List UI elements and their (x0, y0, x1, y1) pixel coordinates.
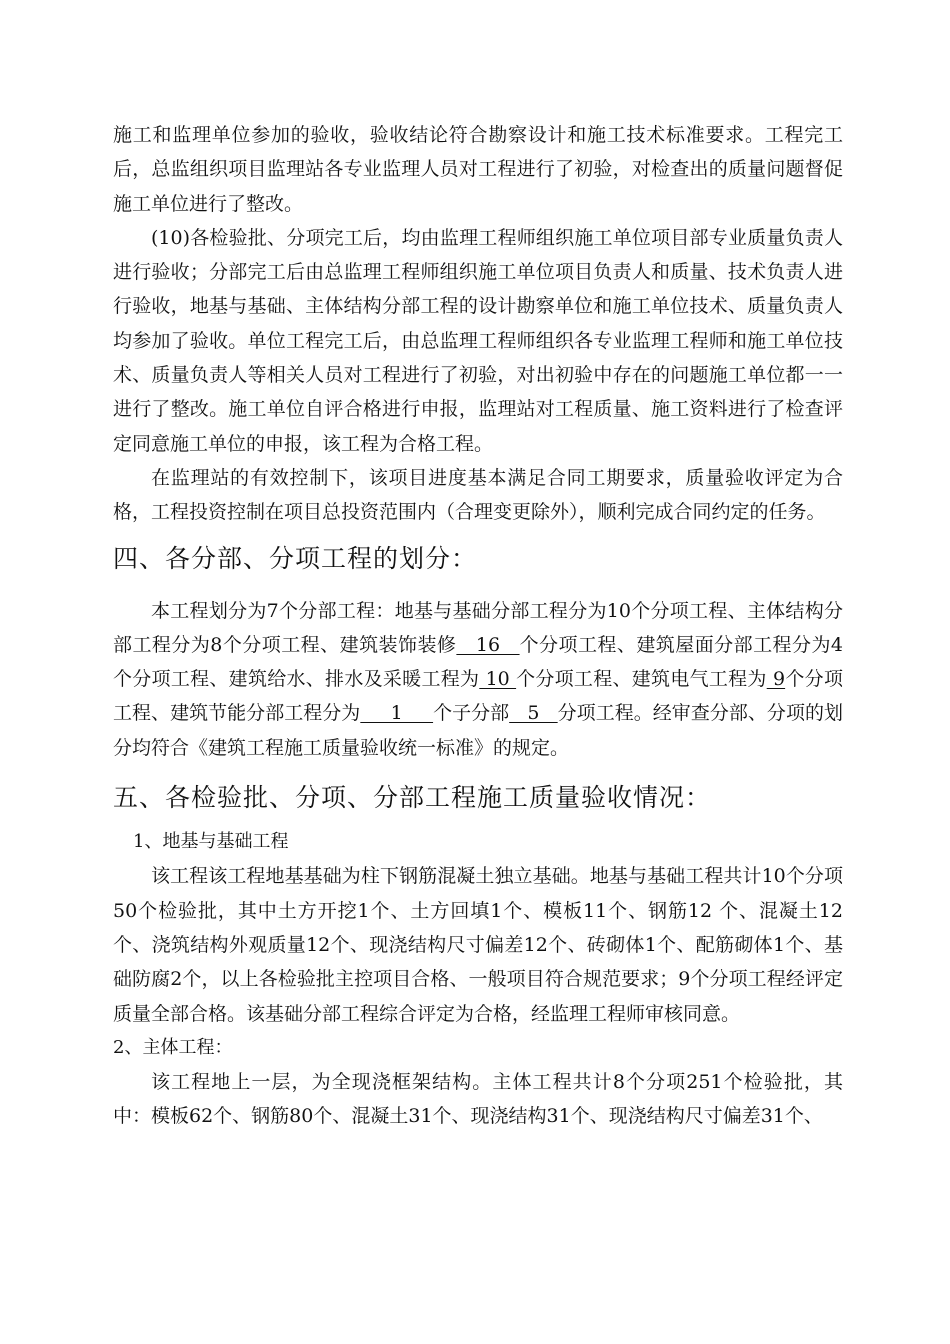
division-text-5: 个子分部 (433, 702, 510, 725)
division-text-6: 分项工程。经审查分部、分项的划分均符合《建筑工程施工质量验收统一标准》的规定。 (113, 702, 843, 759)
paragraph-item-10: (10)各检验批、分项完工后，均由监理工程师组织施工单位项目部专业质量负责人进行验收；分部完工后由总监理工程师组织施工单位项目负责人和质量、技术负责人进行验收，地基与基础、主体结构分部工程的设计勘察单位和施工单位技术、质量负责人均参加了验收。单位工程完工后，由总监理工程师组织各专业监理工程师和施工单位技术、质量负责人等相关人员对工程进行了初验，对出初验中存在的问题施工单位都一一进行了整改。施工单位自评合格进行申报，监理站对工程质量、施工资料进行了检查评定同意施工单位的申报，该工程为合格工程。 (113, 226, 843, 455)
paragraph-division (113, 594, 843, 765)
division-text-4: 个分项工程、建筑节能分部工程分为 (113, 668, 843, 725)
division-text-2: 个分项工程、建筑屋面分部工程分为4个分项工程、建筑给水、排水及采暖工程为 (113, 633, 844, 691)
subheading-main-structure: 2、主体工程： (113, 1036, 233, 1058)
division-value-energy-items: 5 (509, 702, 558, 725)
paragraph-summary: 在监理站的有效控制下，该项目进度基本满足合同工期要求，质量验收评定为合格，工程投资控制在项目总投资范围内（合理变更除外），顺利完成合同约定的任务。 (113, 466, 843, 524)
paragraph-continued: 施工和监理单位参加的验收，验收结论符合勘察设计和施工技术标准要求。工程完工后，总监组织项目监理站各专业监理人员对工程进行了初验，对检查出的质量问题督促施工单位进行了整改。 (113, 124, 843, 215)
paragraph-foundation: 该工程该工程地基基础为柱下钢筋混凝土独立基础。地基与基础工程共计10个分项50个检验批，其中土方开挖1个、土方回填1个、模板11个、钢筋12 个、混凝土12个、浇筑结构外观质量12个、现浇结构尺寸偏差12个、砖砌体1个、配筋砌体1个、基础防腐2个，以上各检验批主控项目合格、一般项目符合规范要求；9个分项工程经评定质量全部合格。该基础分部工程综合评定为合格，经监理工程师审核同意。 (113, 865, 843, 1025)
document-page (113, 118, 843, 1134)
heading-section-4: 四、各分部、分项工程的划分： (113, 543, 478, 573)
division-value-subdivision: 1 (360, 702, 434, 725)
heading-section-5: 五、各检验批、分项、分部工程施工质量验收情况： (113, 783, 712, 813)
paragraph-main-structure: 该工程地上一层，为全现浇框架结构。主体工程共计8个分项251个检验批，其中：模板62个、钢筋80个、混凝土31个、现浇结构31个、现浇结构尺寸偏差31个、 (113, 1071, 843, 1128)
subheading-foundation: 1、地基与基础工程 (133, 831, 289, 853)
division-text-3: 个分项工程、建筑电气工程为 (516, 668, 767, 691)
division-value-electrical: 9 (766, 668, 786, 691)
division-value-plumbing: 10 (479, 668, 517, 691)
division-value-decoration: 16 (456, 633, 520, 656)
division-text-1: 本工程划分为7个分部工程：地基与基础分部工程分为10个分项工程、主体结构分部工程分为8个分项工程、建筑装饰装修 (113, 599, 843, 656)
